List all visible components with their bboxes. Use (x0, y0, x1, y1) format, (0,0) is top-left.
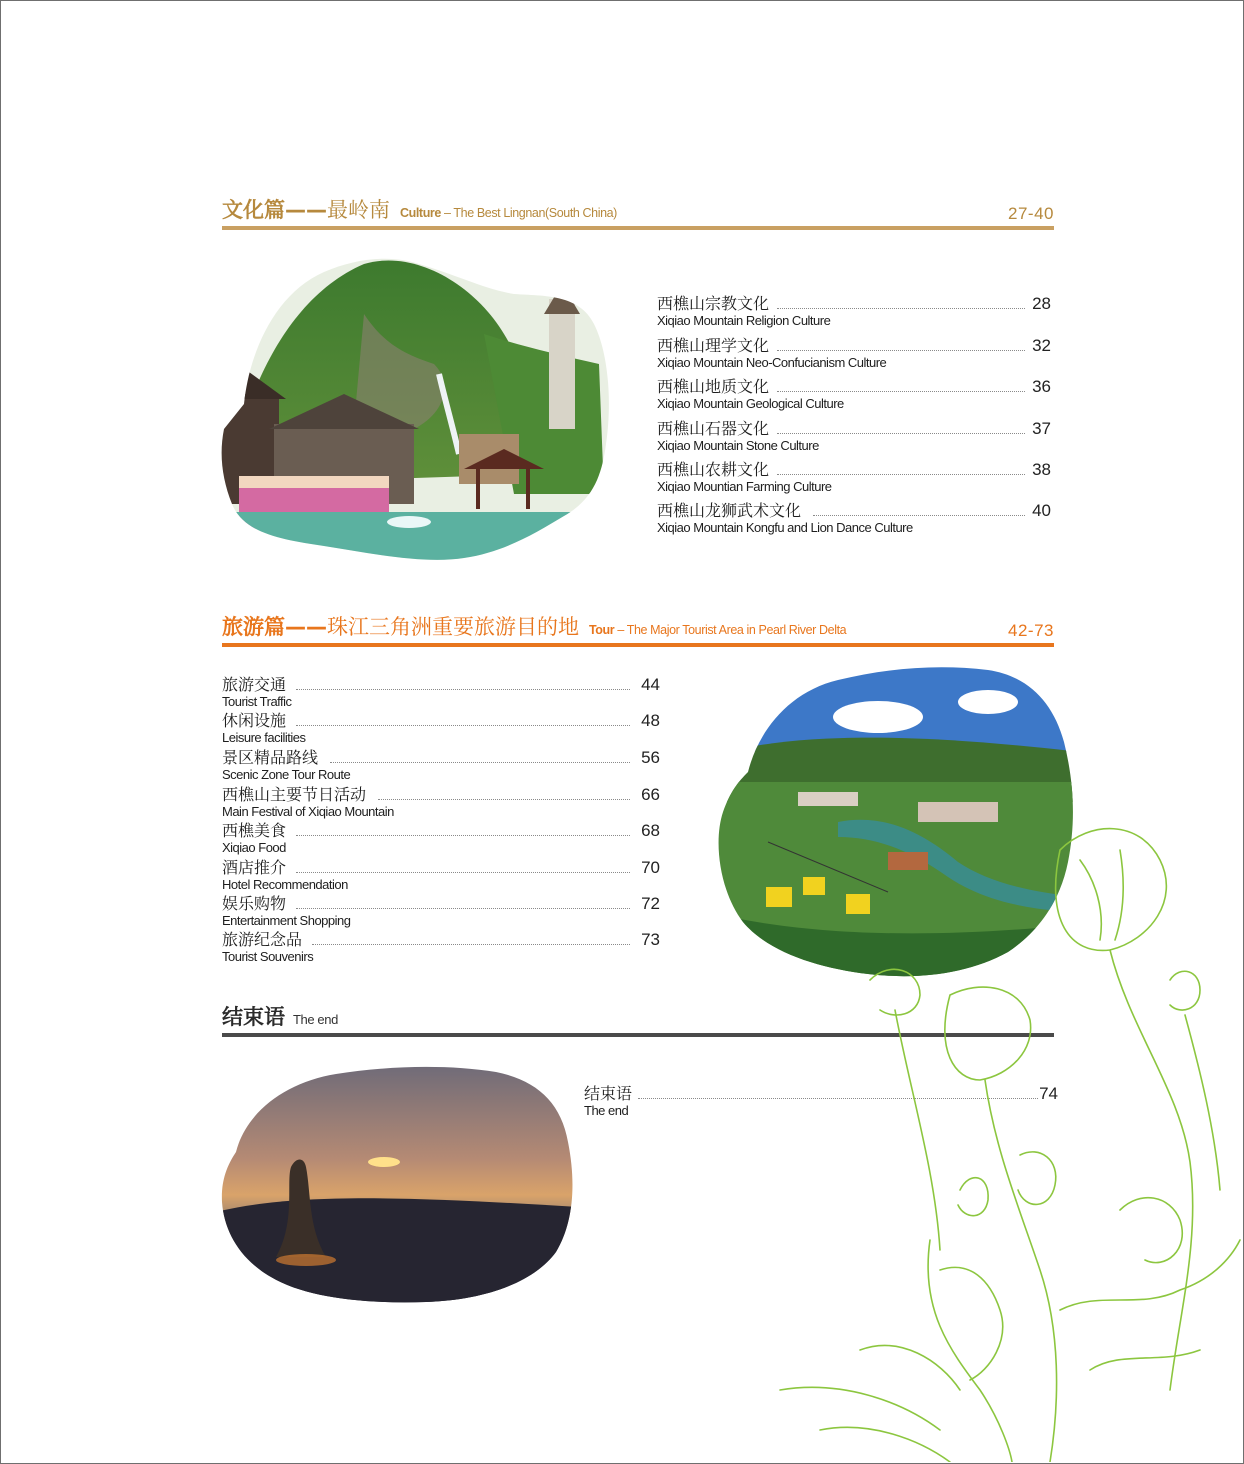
toc-entry-page: 36 (1032, 377, 1051, 396)
toc-entry[interactable] (657, 501, 1051, 541)
toc-entry-zh: 休闲设施 (222, 711, 290, 731)
toc-entry-zh: 西樵山宗教文化 (657, 294, 773, 314)
toc-entry-en: Tourist Souvenirs (222, 949, 314, 964)
toc-entry-en: Scenic Zone Tour Route (222, 767, 351, 782)
toc-entry[interactable] (222, 930, 660, 970)
toc-entry[interactable] (657, 294, 1051, 334)
toc-entry-zh: 西樵美食 (222, 821, 290, 841)
tour-page-range: 42-73 (1008, 621, 1054, 640)
toc-entry-en: Tourist Traffic (222, 694, 292, 709)
toc-entry-page: 66 (641, 785, 660, 804)
leader-dots (296, 689, 630, 690)
culture-title-en: – The Best Lingnan(South China) (440, 206, 617, 220)
culture-header-rule (222, 226, 1054, 230)
toc-entry[interactable] (222, 894, 660, 934)
tour-title-zh-bold: 旅游篇—— (222, 615, 327, 639)
leader-dots (813, 515, 1025, 516)
toc-entry-en: The end (584, 1103, 629, 1118)
toc-entry-en: Main Festival of Xiqiao Mountain (222, 804, 394, 819)
toc-entry-page: 40 (1032, 501, 1051, 520)
toc-entry-en: Entertainment Shopping (222, 913, 351, 928)
poppy-flower-illustration (760, 790, 1242, 1462)
culture-page-range: 27-40 (1008, 204, 1054, 223)
toc-entry[interactable] (657, 377, 1051, 417)
tour-title-en-bold: Tour (589, 623, 615, 637)
tour-toc-list (222, 675, 660, 970)
toc-entry-page: 74 (1039, 1084, 1058, 1103)
leader-dots (777, 433, 1025, 434)
toc-entry-page: 32 (1032, 336, 1051, 355)
tour-title-zh: 珠江三角洲重要旅游目的地 (327, 615, 579, 639)
toc-entry[interactable] (222, 858, 660, 898)
toc-entry[interactable] (222, 748, 660, 788)
toc-entry-page: 73 (641, 930, 660, 949)
toc-entry-page: 72 (641, 894, 660, 913)
toc-entry-en: Xiqiao Mountain Neo-Confucianism Culture (657, 355, 887, 370)
toc-entry-page: 68 (641, 821, 660, 840)
toc-entry-en: Xiqiao Mountain Kongfu and Lion Dance Culture (657, 520, 913, 535)
culture-section-title (222, 194, 617, 224)
leader-dots (296, 908, 630, 909)
end-title-en: The end (293, 1012, 338, 1027)
leader-dots (330, 762, 630, 763)
toc-entry-en: Xiqiao Mountain Geological Culture (657, 396, 844, 411)
toc-entry-zh: 西樵山主要节日活动 (222, 785, 370, 805)
culture-title-en-bold: Culture (400, 206, 441, 220)
toc-entry-zh: 旅游交通 (222, 675, 290, 695)
toc-entry-zh: 西樵山地质文化 (657, 377, 773, 397)
leader-dots (777, 474, 1025, 475)
toc-entry[interactable] (222, 821, 660, 861)
toc-entry-page: 56 (641, 748, 660, 767)
toc-entry-en: Xiqiao Mountain Religion Culture (657, 313, 831, 328)
toc-entry-zh: 西樵山石器文化 (657, 419, 773, 439)
end-title-zh: 结束语 (222, 1005, 285, 1029)
tour-title-en: – The Major Tourist Area in Pearl River Delta (614, 623, 847, 637)
toc-entry[interactable] (657, 419, 1051, 459)
leader-dots (777, 391, 1025, 392)
toc-entry-zh: 结束语 (584, 1084, 636, 1104)
culture-mountain-temple-photo (214, 254, 614, 566)
culture-title-zh: 最岭南 (327, 198, 390, 222)
toc-entry-page: 70 (641, 858, 660, 877)
culture-section-header (222, 192, 1054, 230)
toc-entry-en: Xiqiao Mountain Stone Culture (657, 438, 819, 453)
toc-entry-en: Xiqiao Mountian Farming Culture (657, 479, 832, 494)
toc-entry-en: Xiqiao Food (222, 840, 286, 855)
toc-entry-zh: 酒店推介 (222, 858, 290, 878)
toc-entry-en: Hotel Recommendation (222, 877, 348, 892)
tour-section-header (222, 608, 1054, 647)
toc-entry-page: 37 (1032, 419, 1051, 438)
end-sunset-statue-photo (216, 1062, 578, 1304)
end-section-title (222, 1001, 338, 1031)
leader-dots (312, 944, 630, 945)
leader-dots (777, 308, 1025, 309)
leader-dots (378, 799, 630, 800)
toc-entry[interactable] (657, 460, 1051, 500)
leader-dots (777, 350, 1025, 351)
leader-dots (296, 872, 630, 873)
toc-entry[interactable] (222, 711, 660, 751)
toc-entry-page: 48 (641, 711, 660, 730)
toc-entry-zh: 西樵山农耕文化 (657, 460, 773, 480)
toc-entry-page: 44 (641, 675, 660, 694)
toc-entry-page: 38 (1032, 460, 1051, 479)
toc-entry-zh: 西樵山龙狮武术文化 (657, 501, 805, 521)
toc-entry-en: Leisure facilities (222, 730, 306, 745)
culture-toc-list (657, 294, 1051, 544)
toc-entry-zh: 西樵山理学文化 (657, 336, 773, 356)
leader-dots (296, 835, 630, 836)
toc-entry-zh: 娱乐购物 (222, 894, 290, 914)
toc-entry-page: 28 (1032, 294, 1051, 313)
toc-entry[interactable] (657, 336, 1051, 376)
tour-section-title (222, 611, 846, 641)
toc-entry-zh: 旅游纪念品 (222, 930, 306, 950)
toc-entry[interactable] (222, 675, 660, 715)
culture-title-zh-bold: 文化篇—— (222, 198, 327, 222)
toc-entry[interactable] (222, 785, 660, 825)
tour-header-rule (222, 643, 1054, 647)
toc-entry-zh: 景区精品路线 (222, 748, 322, 768)
leader-dots (296, 725, 630, 726)
